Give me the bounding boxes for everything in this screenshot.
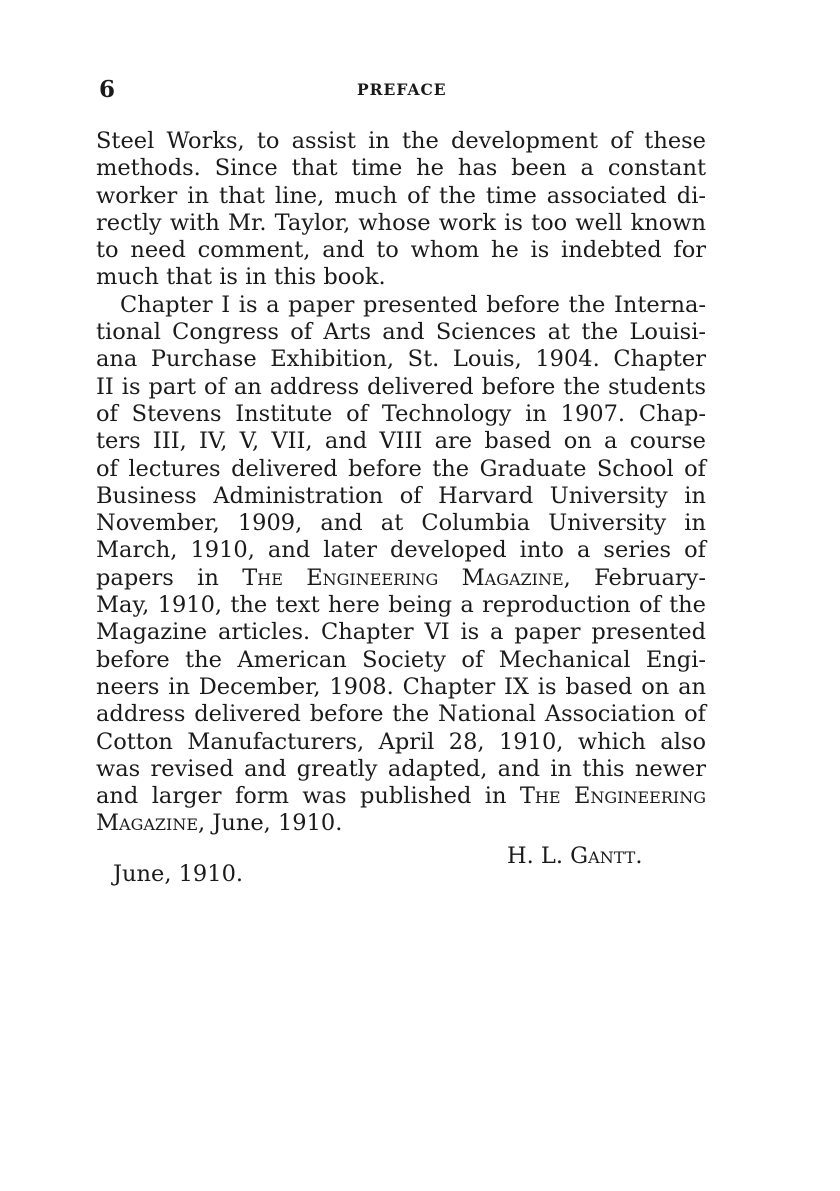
- text-line: address delivered before the National Association of: [96, 701, 706, 728]
- page-number: 6: [99, 76, 116, 103]
- text-line: Steel Works, to assist in the development of these: [96, 128, 706, 154]
- text-fragment: , February-: [563, 564, 706, 591]
- text-line: [96, 810, 706, 837]
- page-title: PREFACE: [357, 80, 447, 99]
- text-line: May, 1910, the text here being a reproduction of the: [96, 592, 706, 619]
- text-line: before the American Society of Mechanical Engi-: [96, 646, 706, 673]
- text-line: of Stevens Institute of Technology in 1907. Chap-: [96, 400, 706, 427]
- text-fragment: papers in: [96, 564, 243, 591]
- text-line: much that is in this book.: [96, 264, 386, 291]
- text-line: to need comment, and to whom he is indebted for: [96, 237, 706, 264]
- magazine-title: The Engineering: [519, 783, 706, 810]
- text-line: rectly with Mr. Taylor, whose work is too well known: [96, 209, 706, 236]
- text-fragment: and larger form was published in: [96, 783, 520, 810]
- text-line: worker in that line, much of the time associated di-: [96, 182, 706, 209]
- text-line: neers in December, 1908. Chapter IX is based on an: [96, 673, 706, 700]
- author-surname: Gantt: [570, 843, 636, 869]
- author-initials: H. L.: [507, 843, 571, 869]
- text-line: II is part of an address delivered before the students: [96, 373, 706, 400]
- text-line: November, 1909, and at Columbia University in: [96, 510, 706, 537]
- preface-date: June, 1910.: [113, 861, 244, 887]
- text-line: Magazine articles. Chapter VI is a paper presented: [96, 619, 706, 646]
- text-line: March, 1910, and later developed into a series of: [96, 537, 706, 564]
- text-line: Cotton Manufacturers, April 28, 1910, which also: [96, 728, 706, 755]
- author-signature: [507, 842, 643, 870]
- running-head: [99, 76, 709, 104]
- preface-body: [96, 128, 706, 838]
- text-line: methods. Since that time he has been a constant: [96, 155, 706, 182]
- text-line: of lectures delivered before the Graduate School of: [96, 455, 706, 482]
- text-line: was revised and greatly adapted, and in this newer: [96, 755, 706, 782]
- text-line: [96, 565, 706, 592]
- text-line: ters III, IV, V, VII, and VIII are based on a course: [96, 428, 706, 455]
- signature-period: .: [635, 843, 643, 869]
- text-line: ana Purchase Exhibition, St. Louis, 1904. Chapter: [96, 346, 706, 373]
- magazine-title: Magazine: [96, 810, 199, 837]
- text-line: tional Congress of Arts and Sciences at the Louisi-: [96, 319, 706, 346]
- text-fragment: , June, 1910.: [198, 810, 343, 837]
- text-line: [96, 783, 706, 810]
- magazine-title: The Engineering Magazine: [242, 564, 564, 591]
- text-line: Chapter I is a paper presented before the Interna-: [120, 291, 706, 318]
- text-line: Business Administration of Harvard University in: [96, 482, 706, 509]
